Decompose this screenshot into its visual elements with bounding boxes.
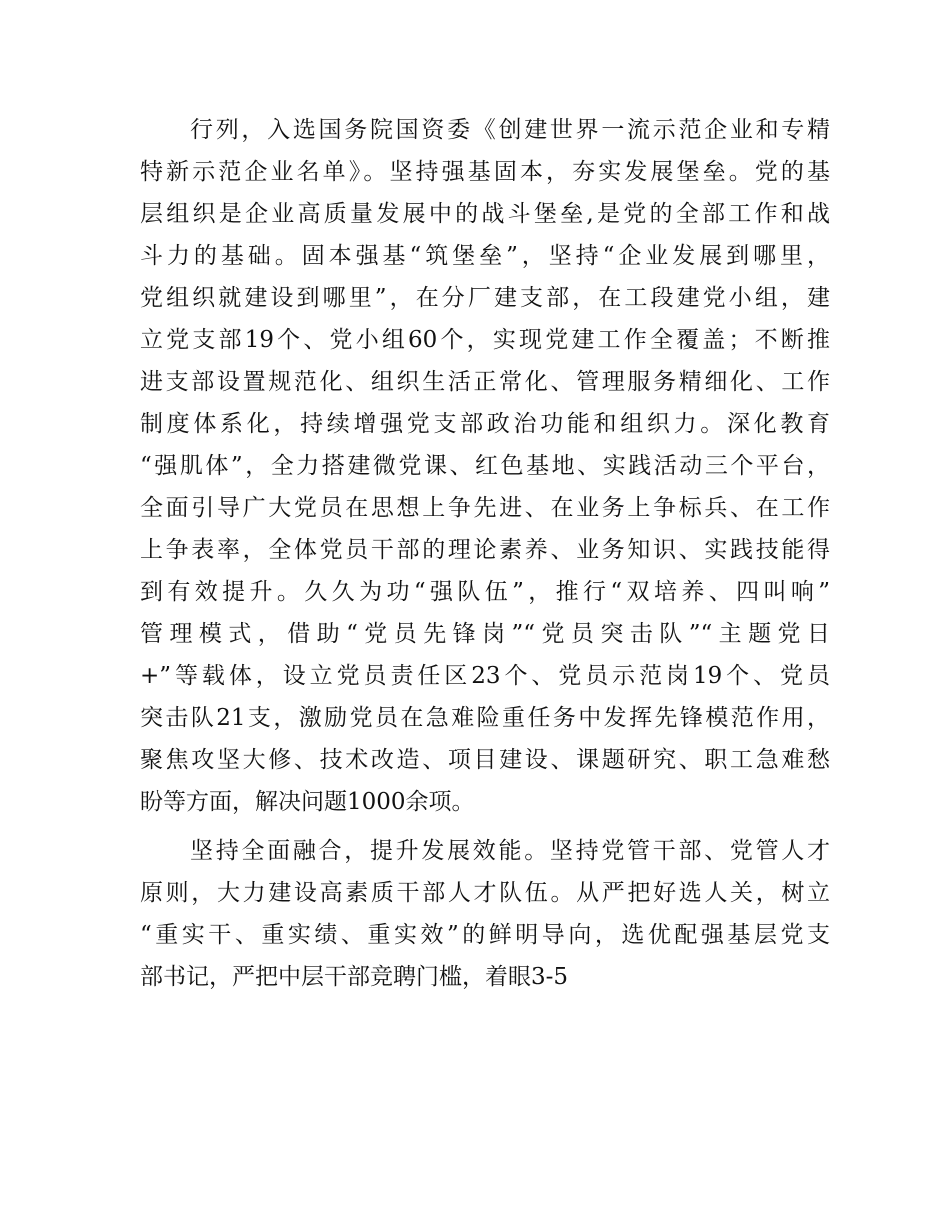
text-line: 进支部设置规范化、组织生活正常化、管理服务精细化、工作 (140, 369, 830, 395)
text-line: 立党支部19个、党小组60个，实现党建工作全覆盖；不断推 (140, 327, 830, 353)
text-line: 到有效提升。久久为功“强队伍”，推行“双培养、四叫响” (140, 579, 830, 605)
text-line: 原则，大力建设高素质干部人才队伍。从严把好选人关，树立 (140, 880, 830, 906)
text-line: 全面引导广大党员在思想上争先进、在业务上争标兵、在工作 (140, 495, 830, 521)
text-line: 部书记，严把中层干部竞聘门槛，着眼3-5 (140, 964, 569, 990)
text-line: 坚持全面融合，提升发展效能。坚持党管干部、党管人才 (190, 838, 830, 864)
text-line: 行列，入选国务院国资委《创建世界一流示范企业和专精 (190, 117, 830, 143)
paragraph-1 (140, 109, 830, 823)
paragraph-2 (140, 830, 830, 998)
text-line: 聚焦攻坚大修、技术改造、项目建设、课题研究、职工急难愁 (140, 747, 830, 773)
text-line: 上争表率，全体党员干部的理论素养、业务知识、实践技能得 (140, 537, 830, 563)
text-line: 斗力的基础。固本强基“筑堡垒”，坚持“企业发展到哪里， (140, 243, 830, 269)
text-line: “重实干、重实绩、重实效”的鲜明导向，选优配强基层党支 (140, 922, 830, 948)
text-line: +”等载体，设立党员责任区23个、党员示范岗19个、党员 (140, 663, 830, 689)
text-line: 管理模式，借助“党员先锋岗”“党员突击队”“主题党日 (140, 621, 830, 647)
text-line: “强肌体”，全力搭建微党课、红色基地、实践活动三个平台， (140, 453, 830, 479)
text-line: 突击队21支，激励党员在急难险重任务中发挥先锋模范作用， (140, 705, 830, 731)
text-line: 制度体系化，持续增强党支部政治功能和组织力。深化教育 (140, 411, 830, 437)
text-line: 特新示范企业名单》。坚持强基固本，夯实发展堡垒。党的基 (140, 159, 830, 185)
text-line: 盼等方面，解决问题1000余项。 (140, 789, 475, 815)
text-line: 党组织就建设到哪里”，在分厂建支部，在工段建党小组，建 (140, 285, 830, 311)
text-line: 层组织是企业高质量发展中的战斗堡垒,是党的全部工作和战 (140, 201, 830, 227)
